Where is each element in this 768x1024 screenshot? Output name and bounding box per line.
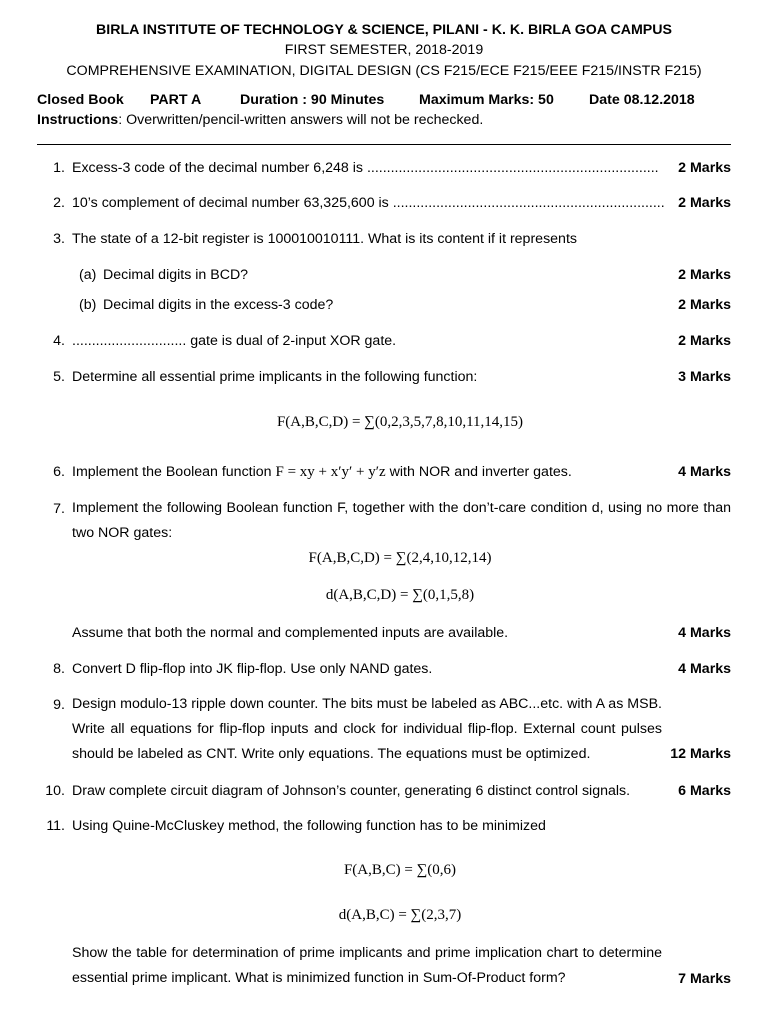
exam-title: COMPREHENSIVE EXAMINATION, DIGITAL DESIGN (CS F215/ECE F215/EEE F215/INSTR F215) xyxy=(66,63,702,79)
q6-text-before: Implement the Boolean function xyxy=(72,464,276,480)
q5-equation: F(A,B,C,D) = ∑(0,2,3,5,7,8,10,11,14,15) xyxy=(276,414,524,430)
part-label: PART A xyxy=(150,92,202,108)
q4-text: ............................. gate is dual of 2-input XOR gate. xyxy=(72,333,397,349)
q4-marks: 2 Marks xyxy=(678,333,731,349)
q3a-text: Decimal digits in BCD? xyxy=(103,267,249,283)
q6-number: 6. xyxy=(53,464,65,480)
q4-number: 4. xyxy=(53,333,65,349)
q3b-text: Decimal digits in the excess-3 code? xyxy=(103,297,334,313)
q2-number: 2. xyxy=(53,195,65,211)
q3b-label: (b) xyxy=(79,297,97,313)
q8-marks: 4 Marks xyxy=(678,661,731,677)
q6-text xyxy=(72,464,572,481)
q7-marks: 4 Marks xyxy=(678,625,731,641)
q7-equation-f: F(A,B,C,D) = ∑(2,4,10,12,14) xyxy=(308,550,492,566)
q7-number: 7. xyxy=(53,501,65,517)
semester-line: FIRST SEMESTER, 2018-2019 xyxy=(284,42,484,58)
q2-marks: 2 Marks xyxy=(678,195,731,211)
q11-equation-f: F(A,B,C) = ∑(0,6) xyxy=(343,862,457,878)
q6-expression: F = xy + x′y′ + y′z xyxy=(275,464,386,480)
q7-equation-d: d(A,B,C,D) = ∑(0,1,5,8) xyxy=(325,587,475,603)
q9-text: Design modulo-13 ripple down counter. The bits must be labeled as ABC...etc. with A as MSB. Write all equations for flip-flop inputs and clock for individual flip-flop. External count pulses should be labeled as CNT. Write only equations. The equations must be optimized. xyxy=(72,696,662,762)
q10-marks: 6 Marks xyxy=(678,783,731,799)
q6-text-after: with NOR and inverter gates. xyxy=(385,464,572,480)
q7-text: Implement the following Boolean function F, together with the don’t-care condition d, using no more than two NOR gates: xyxy=(72,500,731,541)
q3b-marks: 2 Marks xyxy=(678,297,731,313)
duration-label: Duration : 90 Minutes xyxy=(240,92,385,108)
q3a-marks: 2 Marks xyxy=(678,267,731,283)
q3-number: 3. xyxy=(53,231,65,247)
q6-marks: 4 Marks xyxy=(678,464,731,480)
instructions-label: Instructions xyxy=(37,112,119,128)
q11-number: 11. xyxy=(46,818,65,834)
q7-note: Assume that both the normal and complemented inputs are available. xyxy=(72,625,509,641)
q1-text: Excess-3 code of the decimal number 6,248 is .......................................................................... xyxy=(72,160,659,176)
q3-text: The state of a 12-bit register is 100010010111. What is its content if it represents xyxy=(72,231,577,247)
q2-text: 10’s complement of decimal number 63,325,600 is ..................................................................... xyxy=(72,195,665,211)
instructions-text: : Overwritten/pencil-written answers will not be rechecked. xyxy=(118,112,484,128)
closed-book-label: Closed Book xyxy=(37,92,124,108)
header-divider xyxy=(37,144,731,145)
q8-text: Convert D flip-flop into JK flip-flop. Use only NAND gates. xyxy=(72,661,433,677)
q5-number: 5. xyxy=(53,369,65,385)
q9-marks: 12 Marks xyxy=(670,746,731,762)
institute-title: BIRLA INSTITUTE OF TECHNOLOGY & SCIENCE, PILANI - K. K. BIRLA GOA CAMPUS xyxy=(96,22,672,38)
q10-number: 10. xyxy=(45,783,65,799)
q11-marks: 7 Marks xyxy=(678,971,731,987)
q5-text: Determine all essential prime implicants in the following function: xyxy=(72,369,478,385)
q11-equation-d: d(A,B,C) = ∑(2,3,7) xyxy=(338,907,462,923)
q3a-label: (a) xyxy=(79,267,97,283)
q1-marks: 2 Marks xyxy=(678,160,731,176)
q11-note: Show the table for determination of prime implicants and prime implication chart to determine essential prime implicant. What is minimized function in Sum-Of-Product form? xyxy=(72,945,662,986)
instructions xyxy=(37,112,483,128)
q1-number: 1. xyxy=(53,160,65,176)
q9-number: 9. xyxy=(53,697,65,713)
q10-text: Draw complete circuit diagram of Johnson’s counter, generating 6 distinct control signals. xyxy=(72,783,631,799)
q5-marks: 3 Marks xyxy=(678,369,731,385)
q11-text: Using Quine-McCluskey method, the following function has to be minimized xyxy=(72,818,546,834)
max-marks-label: Maximum Marks: 50 xyxy=(419,92,554,108)
q8-number: 8. xyxy=(53,661,65,677)
exam-date: Date 08.12.2018 xyxy=(589,92,695,108)
